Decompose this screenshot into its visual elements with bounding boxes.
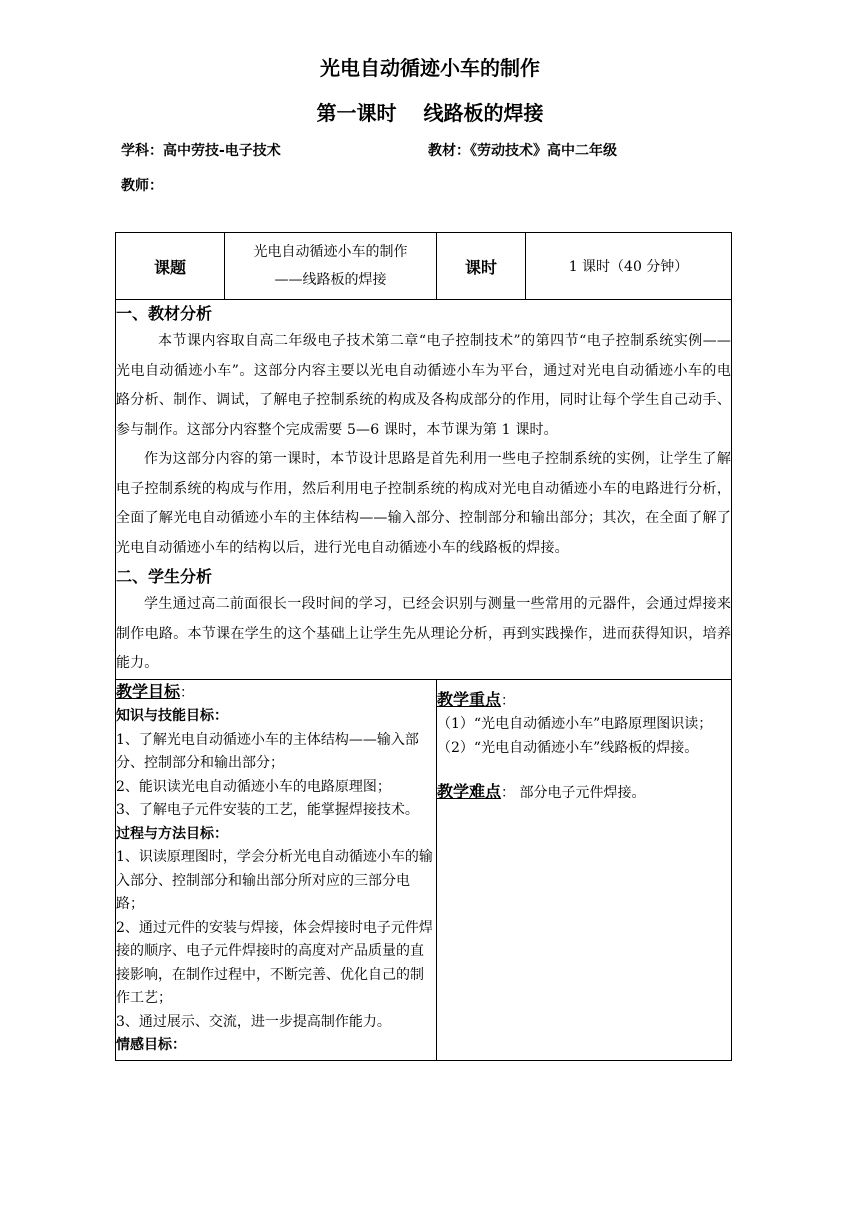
knowledge-goal-2: 2、能识读光电自动循迹小车的电路原理图； <box>116 778 391 795</box>
topic-line-2: ——线路板的焊接 <box>274 272 387 288</box>
material-analysis-para-1: 本节课内容取自高二年级电子技术第二章“电子控制技术”的第四节“电子控制系统实例——光电自动循迹小车”。这部分内容主要以光电自动循迹小车为平台，通过对光电自动循迹小车的电路分析、制作、调试，了解电子控制系统的构成及各构成部分的作用，同时让每个学生自己动手、参与制作。这部分内容整个完成需要 5—6 课时，本节课为第 1 课时。 <box>116 333 731 438</box>
keypoints-cell <box>437 679 732 1060</box>
hours-label-cell <box>437 233 526 300</box>
lesson-plan-table <box>115 232 732 1061</box>
keypoint-1: （1）“光电自动循迹小车”电路原理图识读； <box>437 716 713 732</box>
difficulty-title: 教学难点 <box>437 782 502 801</box>
topic-label-cell <box>116 233 225 300</box>
knowledge-goal-3: 3、了解电子元件安装的工艺，能掌握焊接技术。 <box>116 802 419 818</box>
knowledge-goals-title: 知识与技能目标： <box>116 708 228 724</box>
teacher-line: 教师： <box>121 178 163 194</box>
hours-label: 课时 <box>464 257 497 277</box>
difficulty-text: 部分电子元件焊接。 <box>519 785 646 801</box>
goals-row <box>116 679 732 1060</box>
difficulty-colon: ： <box>501 785 516 801</box>
subject-line: 学科：高中劳技-电子技术 <box>121 143 281 159</box>
hours-value: 1 课时（40 分钟） <box>568 259 689 275</box>
keypoint-2: （2）“光电自动循迹小车”线路板的焊接。 <box>437 739 699 756</box>
objectives-colon: ： <box>180 684 195 701</box>
material-analysis-section <box>116 300 732 680</box>
knowledge-goal-1: 1、了解光电自动循迹小车的主体结构——输入部分、控制部分和输出部分； <box>116 731 419 771</box>
material-analysis-para-2: 作为这部分内容的第一课时，本节设计思路是首先利用一些电子控制系统的实例，让学生了解电子控制系统的构成与作用，然后利用电子控制系统的构成对光电自动循迹小车的电路进行分析，全面了解光电自动循迹小车的主体结构——输入部分、控制部分和输出部分；其次，在全面了解了光电自动循迹小车的结构以后，进行光电自动循迹小车的线路板的焊接。 <box>116 451 731 556</box>
keypoints-title: 教学重点 <box>437 689 502 709</box>
process-goal-1: 1、识读原理图时，学会分析光电自动循迹小车的输入部分、控制部分和输出部分所对应的三部分电路； <box>116 849 433 912</box>
topic-value-cell <box>225 233 437 300</box>
topic-line-1: 光电自动循迹小车的制作 <box>253 244 408 260</box>
process-goals-title: 过程与方法目标： <box>116 825 228 842</box>
document-title: 光电自动循迹小车的制作 <box>320 56 540 80</box>
header-row <box>116 233 732 300</box>
process-goal-3: 3、通过展示、交流，进一步提高制作能力。 <box>116 1013 391 1030</box>
material-analysis-title: 一、教材分析 <box>116 304 213 323</box>
hours-value-cell <box>526 233 732 300</box>
emotion-goals-title: 情感目标： <box>116 1037 186 1053</box>
objectives-title: 教学目标 <box>116 681 181 701</box>
analysis-row <box>116 300 732 680</box>
keypoints-colon: ： <box>501 692 516 709</box>
process-goal-2: 2、通过元件的安装与焊接，体会焊接时电子元件焊接的顺序、电子元件焊接时的高度对产品质量的直接影响，在制作过程中，不断完善、优化自己的制作工艺； <box>116 919 433 1006</box>
student-analysis-para: 学生通过高二前面很长一段时间的学习，已经会识别与测量一些常用的元器件，会通过焊接来制作电路。本节课在学生的这个基础上让学生先从理论分析，再到实践操作，进而获得知识，培养能力。 <box>116 596 731 671</box>
objectives-cell <box>116 679 437 1060</box>
textbook-line: 教材：《劳动技术》高中二年级 <box>428 143 617 159</box>
topic-label: 课题 <box>153 257 186 277</box>
student-analysis-title: 二、学生分析 <box>116 567 213 586</box>
lesson-subtitle: 第一课时 线路板的焊接 <box>316 101 544 125</box>
